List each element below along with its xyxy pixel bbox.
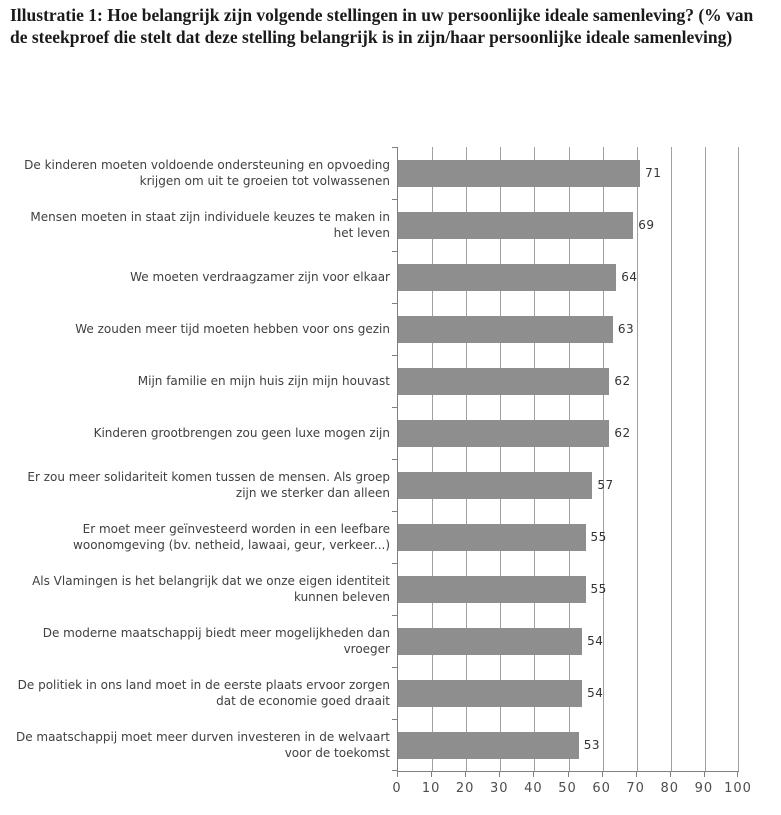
bar-track	[398, 303, 739, 355]
bar	[398, 576, 586, 603]
x-tick-label: 70	[626, 781, 645, 796]
x-tick	[499, 772, 500, 777]
x-tick	[533, 772, 534, 777]
chart-row	[8, 355, 781, 407]
value-label: 54	[587, 686, 604, 700]
category-label: Mijn familie en mijn huis zijn mijn houvast	[137, 373, 390, 388]
x-tick	[737, 772, 738, 777]
category-label: We zouden meer tijd moeten hebben voor ons gezin	[75, 321, 390, 336]
category-label: Er zou meer solidariteit komen tussen de mensen. Als groep zijn we sterker dan alleen	[27, 469, 390, 500]
bar	[398, 316, 613, 343]
x-tick-label: 10	[421, 781, 441, 796]
bar	[398, 472, 592, 499]
x-tick-label: 60	[592, 781, 611, 796]
category-label: De kinderen moeten voldoende ondersteuning en opvoeding krijgen om uit te groeien tot volwassenen	[24, 157, 390, 188]
value-label: 55	[590, 582, 607, 596]
value-label: 62	[614, 426, 631, 440]
bar	[398, 264, 616, 291]
bar-rows	[8, 147, 781, 771]
chart-row	[8, 407, 781, 459]
bar	[398, 680, 582, 707]
x-tick	[431, 772, 432, 777]
bar-chart	[8, 147, 781, 796]
category-label: De maatschappij moet meer durven investeren in de welvaart voor de toekomst	[15, 729, 390, 760]
x-tick	[704, 772, 705, 777]
bar	[398, 524, 586, 551]
bar	[398, 628, 582, 655]
x-tick-label: 40	[524, 781, 543, 796]
x-tick-label: 30	[490, 781, 509, 796]
bar	[398, 212, 633, 239]
chart-row	[8, 147, 781, 199]
category-label: Als Vlamingen is het belangrijk dat we onze eigen identiteit kunnen beleven	[32, 573, 390, 604]
bar-track	[398, 407, 739, 459]
value-label: 54	[587, 634, 604, 648]
value-label: 71	[645, 166, 662, 180]
category-label: De moderne maatschappij biedt meer mogelijkheden dan vroeger	[42, 625, 390, 656]
value-label: 64	[621, 270, 638, 284]
bar-track	[398, 147, 739, 199]
bar-track	[398, 719, 739, 771]
category-label: Mensen moeten in staat zijn individuele keuzes te maken in het leven	[30, 209, 390, 240]
bar-track	[398, 251, 739, 303]
category-label: Er moet meer geïnvesteerd worden in een leefbare woonomgeving (bv. netheid, lawaai, geur, verkeer...)	[73, 521, 390, 552]
value-label: 62	[614, 374, 631, 388]
x-tick-label: 20	[455, 781, 475, 796]
bar-track	[398, 511, 739, 563]
x-tick	[602, 772, 603, 777]
category-label: We moeten verdraagzamer zijn voor elkaar	[130, 269, 390, 284]
chart-title: Illustratie 1: Hoe belangrijk zijn volgende stellingen in uw persoonlijke ideale samenleving? (% van de steekproef die stelt dat deze stelling belangrijk is in zijn/haar persoonlijke ideale samenleving)	[10, 5, 754, 47]
bar-track	[398, 199, 739, 251]
bar-track	[398, 355, 739, 407]
bar	[398, 420, 609, 447]
category-label: De politiek in ons land moet in de eerste plaats ervoor zorgen dat de economie goed draait	[17, 677, 390, 708]
chart-row	[8, 511, 781, 563]
chart-row	[8, 303, 781, 355]
x-tick	[397, 772, 398, 777]
x-tick-label: 100	[724, 781, 752, 796]
bar-track	[398, 667, 739, 719]
chart-row	[8, 615, 781, 667]
x-tick	[670, 772, 671, 777]
bar-track	[398, 615, 739, 667]
value-label: 53	[583, 738, 600, 752]
chart-row	[8, 251, 781, 303]
bar	[398, 160, 640, 187]
x-tick-label: 80	[660, 781, 680, 796]
bar	[398, 732, 579, 759]
chart-row	[8, 563, 781, 615]
x-tick	[465, 772, 466, 777]
bar	[398, 368, 609, 395]
chart-row	[8, 459, 781, 511]
value-label: 57	[597, 478, 614, 492]
x-tick-label: 90	[694, 781, 714, 796]
chart-row	[8, 199, 781, 251]
value-label: 63	[617, 322, 635, 336]
value-label: 55	[590, 530, 607, 544]
chart-row	[8, 667, 781, 719]
bar-track	[398, 459, 739, 511]
x-tick-label: 50	[558, 781, 577, 796]
x-tick	[636, 772, 637, 777]
chart-row	[8, 719, 781, 771]
x-axis	[392, 771, 752, 803]
x-tick	[568, 772, 569, 777]
bar-track	[398, 563, 739, 615]
value-label: 69	[638, 218, 655, 232]
x-tick-label: 0	[392, 781, 402, 796]
category-label: Kinderen grootbrengen zou geen luxe mogen zijn	[93, 425, 390, 440]
